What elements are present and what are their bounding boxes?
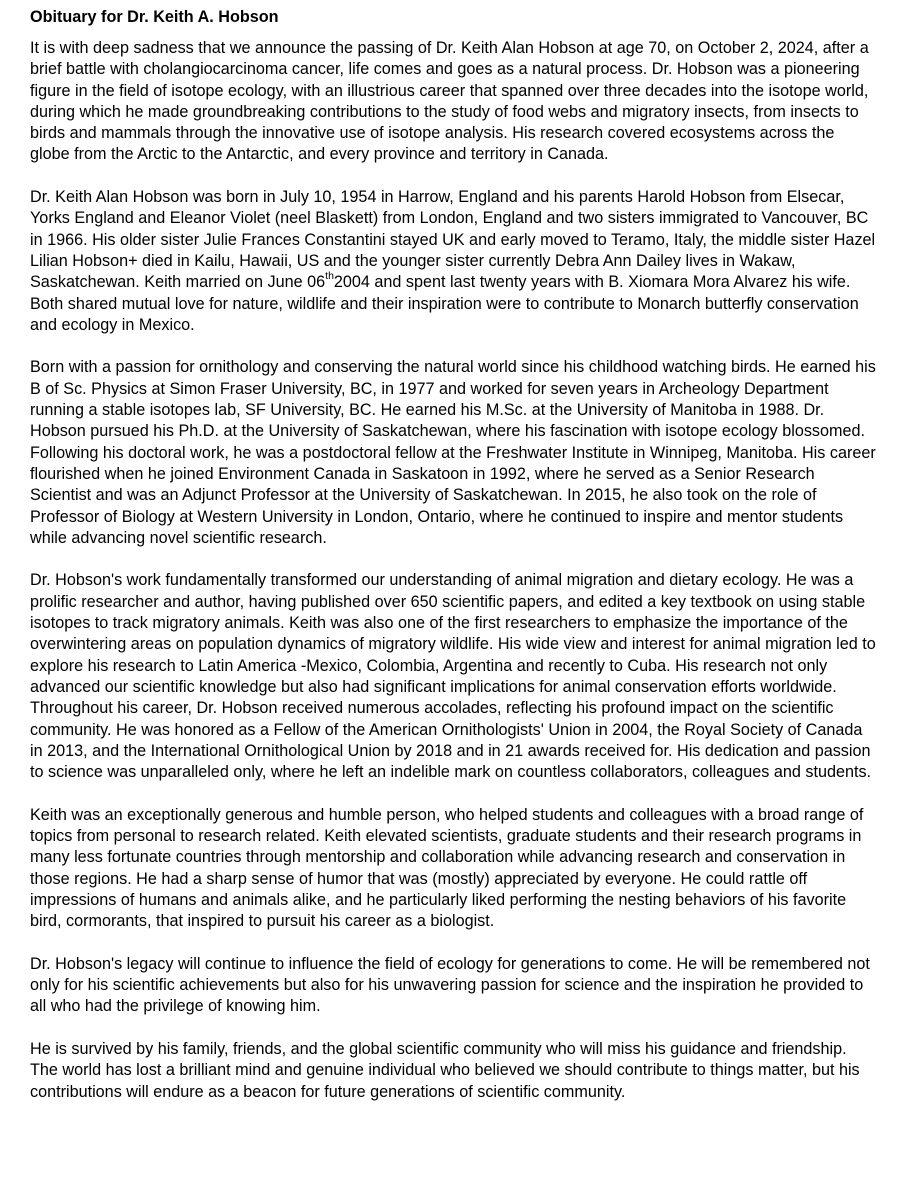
ordinal-suffix: th [325, 270, 334, 283]
paragraph-survived-by: He is survived by his family, friends, and the global scientific community who will miss his guidance and friendship. The world has lost a brilliant mind and genuine individual who believed we should contribute to things matter, but his contributions will endure as a beacon for future generations of scientific community. [30, 1039, 860, 1101]
paragraph-accolades: Throughout his career, Dr. Hobson received numerous accolades, reflecting his profound impact on the scientific community. He was honored as a Fellow of the American Ornithologists' Union in 2004, the Royal Society of Canada in 2013, and the International Ornithological Union by 2018 and in 21 awards received for. His dedication and passion to science was unparalleled only, where he left an indelible mark on countless collaborators, colleagues and students. [30, 699, 872, 782]
paragraph-character: Keith was an exceptionally generous and humble person, who helped students and colleagues with a broad range of topics from personal to research related. Keith elevated scientists, graduate students and their research programs in many less fortunate countries through mentorship and collaboration while advancing research and conservation in those regions. He had a sharp sense of humor that was (mostly) appreciated by everyone. He could rattle off impressions of humans and animals alike, and he particularly liked performing the nesting behaviors of his favorite bird, cormorants, that inspired to pursuit his career as a biologist. [30, 805, 864, 931]
document-title: Obituary for Dr. Keith A. Hobson [30, 8, 279, 26]
paragraph-family [30, 187, 876, 336]
paragraph-passing: It is with deep sadness that we announce the passing of Dr. Keith Alan Hobson at age 70, on October 2, 2024, after a brief battle with cholangiocarcinoma cancer, life comes and goes as a natural process. Dr. Hobson was a pioneering figure in the field of isotope ecology, with an illustrious career that spanned over three decades into the isotope world, during which he made groundbreaking contributions to the study of food webs and migratory insects, from insects to birds and mammals through the innovative use of isotope analysis. His research covered ecosystems across the globe from the Arctic to the Antarctic, and every province and territory in Canada. [30, 39, 869, 164]
family-text-before: Dr. Keith Alan Hobson was born in July 10, 1954 in Harrow, England and his parents Harold Hobson from Elsecar, Yorks England and Eleanor Violet (neel Blaskett) from London, England and two sisters immigrated to Vancouver, BC in 1966. His older sister Julie Frances Constantini stayed UK and early moved to Teramo, Italy, the middle sister Hazel Lilian Hobson+ died in Kailu, Hawaii, US and the younger sister currently Debra Ann Dailey lives in Wakaw, Saskatchewan. Keith married on June 06 [30, 188, 876, 292]
paragraph-legacy: Dr. Hobson's legacy will continue to influence the field of ecology for generations to come. He will be remembered not only for his scientific achievements but also for his unwavering passion for science and the inspiration he provided to all who had the privilege of knowing him. [30, 954, 870, 1016]
family-text-after: 2004 and spent last twenty years with B. Xiomara Mora Alvarez his wife. Both shared mutual love for nature, wildlife and their inspiration were to contribute to Monarch butterfly conservation and ecology in Mexico. [30, 273, 859, 334]
paragraph-research-impact: Dr. Hobson's work fundamentally transformed our understanding of animal migration and dietary ecology. He was a prolific researcher and author, having published over 650 scientific papers, and edited a key textbook on using stable isotopes to track migratory animals. Keith was also one of the first researchers to emphasize the importance of the overwintering areas on population dynamics of migratory wildlife. His wide view and interest for animal migration led to explore his research to Latin America -Mexico, Colombia, Argentina and recently to Cuba. His research not only advanced our scientific knowledge but also had significant implications for animal conservation efforts worldwide. [30, 571, 876, 696]
paragraph-education-career: Born with a passion for ornithology and conserving the natural world since his childhood watching birds. He earned his B of Sc. Physics at Simon Fraser University, BC, in 1977 and worked for seven years in Archeology Department running a stable isotopes lab, SF University, BC. He earned his M.Sc. at the University of Manitoba in 1988. Dr. Hobson pursued his Ph.D. at the University of Saskatchewan, where his fascination with isotope ecology blossomed. Following his doctoral work, he was a postdoctoral fellow at the Freshwater Institute in Winnipeg, Manitoba. His career flourished when he joined Environment Canada in Saskatoon in 1992, where he served as a Senior Research Scientist and was an Adjunct Professor at the University of Saskatchewan. In 2015, he also took on the role of Professor of Biology at Western University in London, Ontario, where he continued to inspire and mentor students while advancing novel scientific research. [30, 358, 876, 547]
